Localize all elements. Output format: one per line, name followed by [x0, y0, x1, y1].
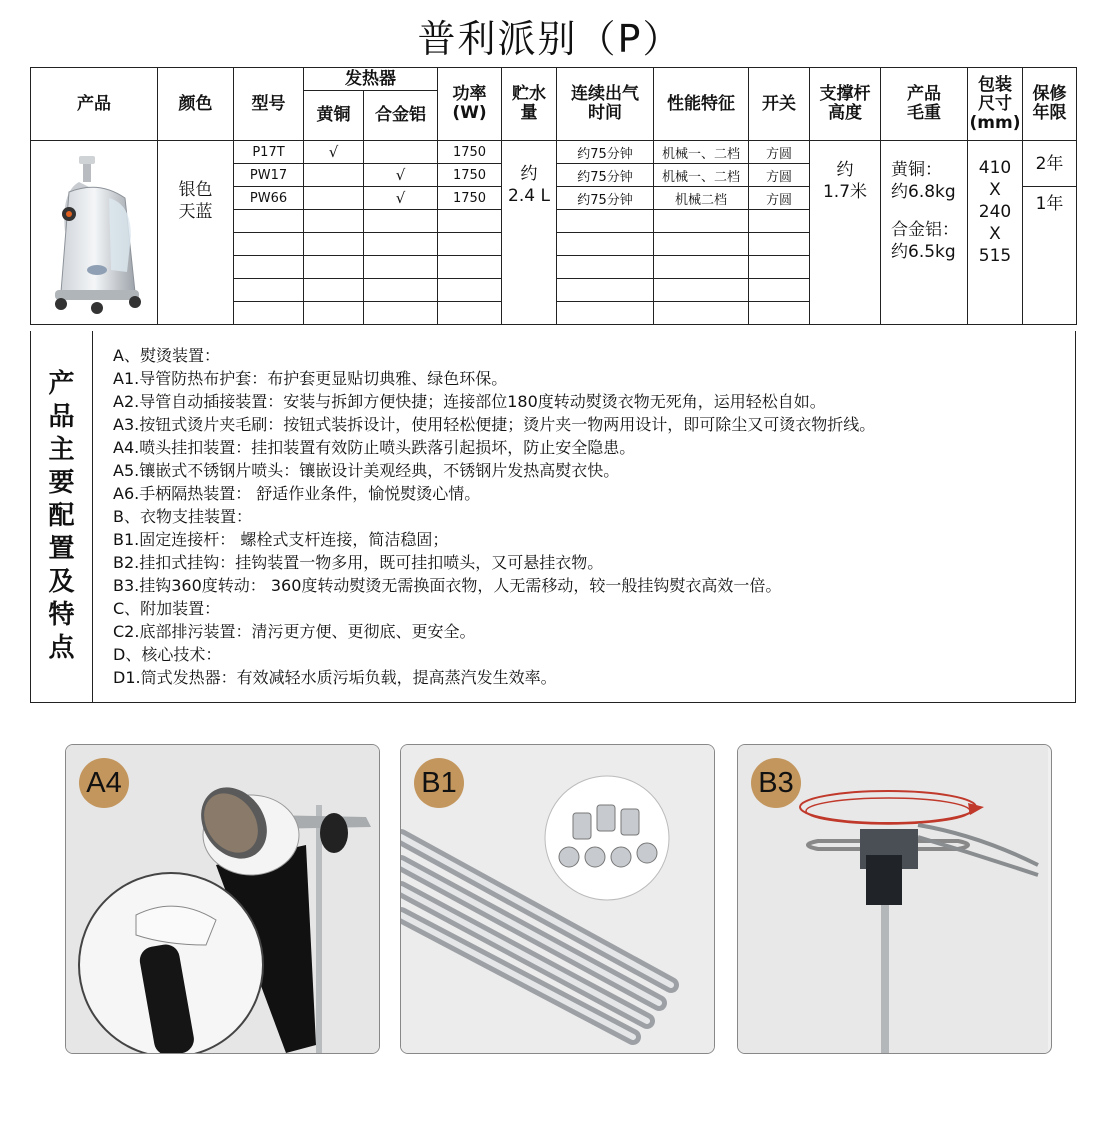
- power-cell: 1750: [438, 187, 502, 210]
- feature-cell: 机械一、二档: [654, 164, 749, 187]
- photo-b1-poles: [400, 744, 715, 1054]
- spec-table: [30, 67, 1077, 325]
- header-feature: 性能特征: [654, 68, 749, 141]
- feature-line: B2.挂扣式挂钩：挂钩装置一物多用，既可挂扣喷头，又可悬挂衣物。: [113, 553, 604, 572]
- empty-cell: [234, 233, 304, 256]
- switch-cell: 方圆: [749, 141, 810, 164]
- header-steam-time: 连续出气 时间: [557, 68, 654, 141]
- feature-line: A、熨烫装置：: [113, 346, 220, 365]
- switch-cell: 方圆: [749, 164, 810, 187]
- empty-cell: [749, 302, 810, 325]
- empty-cell: [557, 210, 654, 233]
- model-cell: PW17: [234, 164, 304, 187]
- empty-cell: [654, 279, 749, 302]
- empty-cell: [304, 256, 364, 279]
- feature-line: D1.筒式发热器：有效减轻水质污垢负载，提高蒸汽发生效率。: [113, 668, 557, 687]
- header-model: 型号: [234, 68, 304, 141]
- features-section: [30, 331, 1076, 703]
- page-title: 普利派别（P）: [417, 17, 683, 61]
- header-warranty: 保修 年限: [1023, 68, 1077, 141]
- empty-cell: [749, 256, 810, 279]
- features-title: 产 品 主 要 配 置 及 特 点: [31, 331, 93, 702]
- empty-cell: [749, 233, 810, 256]
- empty-cell: [364, 210, 438, 233]
- steam-time-cell: 约75分钟: [557, 141, 654, 164]
- feature-line: A4.喷头挂扣装置：挂扣装置有效防止喷头跌落引起损坏，防止安全隐患。: [113, 438, 636, 457]
- pole-height-cell: 约 1.7米: [810, 141, 881, 325]
- header-switch: 开关: [749, 68, 810, 141]
- steam-time-cell: 约75分钟: [557, 164, 654, 187]
- features-list: [113, 344, 1065, 689]
- power-cell: 1750: [438, 164, 502, 187]
- feature-line: B、衣物支挂装置：: [113, 507, 252, 526]
- alloy-check: [364, 141, 438, 164]
- empty-cell: [557, 233, 654, 256]
- switch-cell: 方圆: [749, 187, 810, 210]
- power-cell: 1750: [438, 141, 502, 164]
- brass-check: [304, 164, 364, 187]
- empty-cell: [654, 256, 749, 279]
- warranty-2y: 2年: [1023, 141, 1077, 187]
- empty-cell: [234, 302, 304, 325]
- empty-cell: [364, 256, 438, 279]
- empty-cell: [557, 302, 654, 325]
- empty-cell: [654, 233, 749, 256]
- feature-line: A3.按钮式烫片夹毛刷：按钮式装拆设计，使用轻松便捷；烫片夹一物两用设计，即可除尘又可烫衣物折线。: [113, 415, 876, 434]
- warranty-1y: 1年: [1023, 187, 1077, 325]
- empty-cell: [557, 256, 654, 279]
- header-product: 产品: [31, 68, 158, 141]
- feature-cell: 机械二档: [654, 187, 749, 210]
- photo-a4-nozzle-hook: [65, 744, 380, 1054]
- product-image-cell: [31, 141, 158, 325]
- empty-cell: [749, 279, 810, 302]
- empty-cell: [304, 210, 364, 233]
- photo-badge: B1: [414, 758, 464, 808]
- empty-cell: [304, 302, 364, 325]
- empty-cell: [654, 210, 749, 233]
- header-color: 颜色: [158, 68, 234, 141]
- empty-cell: [234, 256, 304, 279]
- feature-line: B3.挂钩360度转动： 360度转动熨烫无需换面衣物，人无需移动，较一般挂钩熨衣高效一倍。: [113, 576, 782, 595]
- feature-line: C、附加装置：: [113, 599, 221, 618]
- water-cell: 约 2.4 L: [502, 141, 557, 325]
- feature-line: D、核心技术：: [113, 645, 222, 664]
- empty-cell: [438, 233, 502, 256]
- empty-cell: [364, 233, 438, 256]
- header-heater-brass: 黄铜: [304, 91, 364, 141]
- alloy-check: √: [364, 164, 438, 187]
- steam-time-cell: 约75分钟: [557, 187, 654, 210]
- alloy-check: √: [364, 187, 438, 210]
- pack-size-cell: 410 X 240 X 515: [968, 141, 1023, 325]
- empty-cell: [438, 279, 502, 302]
- model-cell: P17T: [234, 141, 304, 164]
- empty-cell: [234, 210, 304, 233]
- empty-cell: [438, 256, 502, 279]
- feature-cell: 机械一、二档: [654, 141, 749, 164]
- feature-line: C2.底部排污装置：清污更方便、更彻底、更安全。: [113, 622, 476, 641]
- photo-b3-rotating-hook: [737, 744, 1052, 1054]
- header-water: 贮水 量: [502, 68, 557, 141]
- empty-cell: [438, 302, 502, 325]
- feature-line: A2.导管自动插接装置：安装与拆卸方便快捷；连接部位180度转动熨烫衣物无死角，运用轻松自如。: [113, 392, 826, 411]
- empty-cell: [557, 279, 654, 302]
- empty-cell: [654, 302, 749, 325]
- color-cell: 银色 天蓝: [158, 141, 234, 325]
- empty-cell: [234, 279, 304, 302]
- empty-cell: [304, 279, 364, 302]
- empty-cell: [438, 210, 502, 233]
- header-power: 功率 (W): [438, 68, 502, 141]
- weight-cell: 黄铜： 约6.8kg 合金铝： 约6.5kg: [881, 141, 968, 325]
- empty-cell: [749, 210, 810, 233]
- empty-cell: [364, 279, 438, 302]
- feature-line: A5.镶嵌式不锈钢片喷头：镶嵌设计美观经典，不锈钢片发热高熨衣快。: [113, 461, 620, 480]
- photo-badge: A4: [79, 758, 129, 808]
- brass-check: √: [304, 141, 364, 164]
- header-heater-alloy: 合金铝: [364, 91, 438, 141]
- model-cell: PW66: [234, 187, 304, 210]
- photo-badge: B3: [751, 758, 801, 808]
- header-pole-height: 支撑杆 高度: [810, 68, 881, 141]
- feature-line: B1.固定连接杆： 螺栓式支杆连接，简洁稳固；: [113, 530, 449, 549]
- empty-cell: [304, 233, 364, 256]
- garment-steamer-image: [39, 152, 149, 317]
- empty-cell: [364, 302, 438, 325]
- feature-line: A1.导管防热布护套：布护套更显贴切典雅、绿色环保。: [113, 369, 508, 388]
- header-heater: 发热器: [304, 68, 438, 91]
- header-weight: 产品 毛重: [881, 68, 968, 141]
- feature-line: A6.手柄隔热装置： 舒适作业条件，愉悦熨烫心情。: [113, 484, 481, 503]
- header-pack-size: 包装 尺寸 (mm): [968, 68, 1023, 141]
- brass-check: [304, 187, 364, 210]
